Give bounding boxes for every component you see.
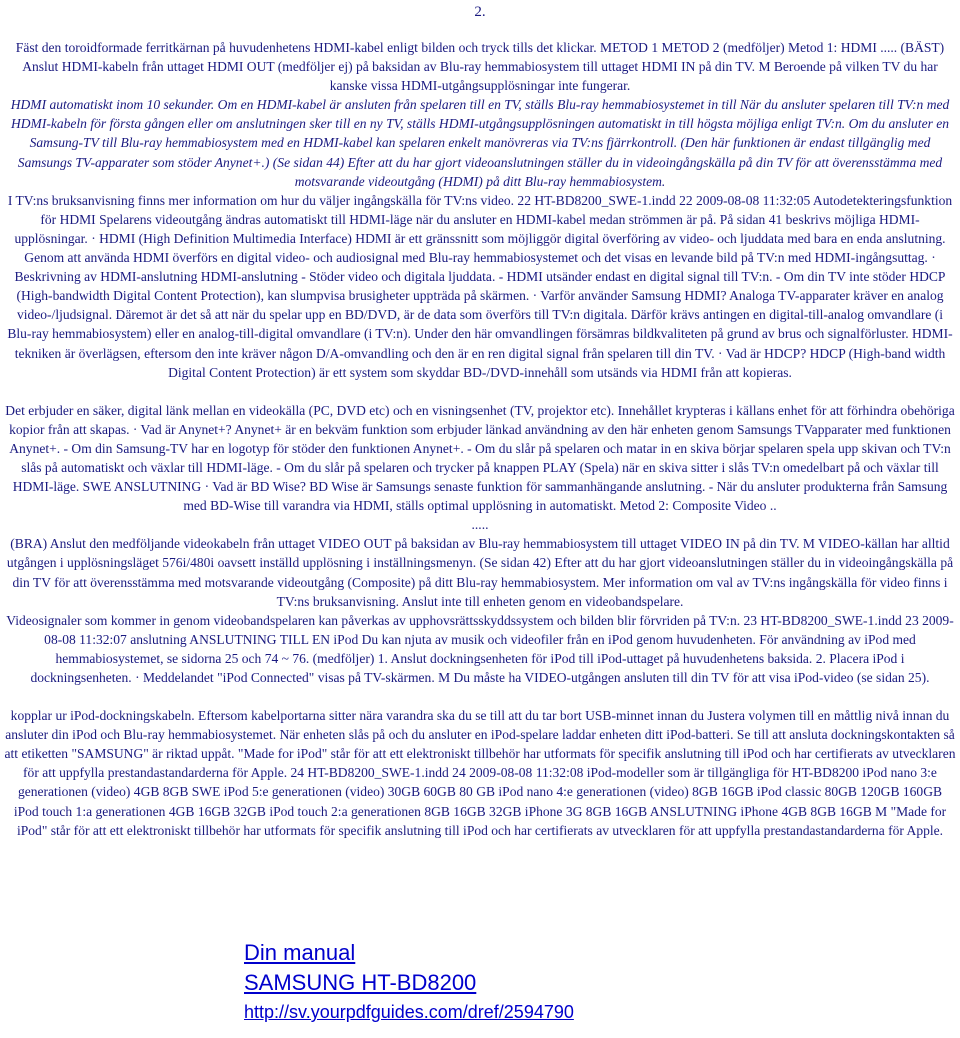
paragraph-composite: (BRA) Anslut den medföljande videokabeln från uttaget VIDEO OUT på baksidan av Blu-ray hemmabiosystem till uttaget VIDEO IN på din TV. M VIDEO-källan har alltid utgången i upplösningsläget 576i/480i oavsett inställd upplösning i inställningsmenyn. (Se sidan 42) Efter att du har gjort videoanslutningen ställer du in videoingångskälla på din TV för att överensstämma med motsvarande videoutgång (Composite) på ditt Blu-ray hemmabiosystem. Mer information om val av TV:ns ingångskälla för video finns i TV:ns bruksanvisning. Anslut inte till enheten genom en videobandspelare. bbox=[6, 536, 954, 609]
paragraph-ipod-models: kopplar ur iPod-dockningskabeln. Eftersom kabelportarna sitter nära varandra ska du se till att du tar bort USB-minnet innan du Justera volymen till en måttlig nivå innan du ansluter din iPod och Blu-ray hemmabiosystemet. När enheten slås på och du ansluter en iPod-spelare laddar enheten ditt iPod-batteri. Se till att ansluta dockningskontakten så att etiketten "SAMSUNG" är riktad uppåt. "Made for iPod" står för att ett elektroniskt tillbehör har utformats för specifik anslutning till iPod och har certifierats av utvecklaren för att uppfylla prestandastandarderna för Apple. 24 HT-BD8200_SWE-1.indd 24 2009-08-08 11:32:08 iPod-modeller som är tillgängliga för HT-BD8200 iPod nano 3:e generationen (video) 4GB 8GB SWE iPod 5:e generationen (video) 30GB 60GB 80 GB iPod nano 4:e generationen (video) 8GB 16GB iPod classic 80GB 120GB 160GB iPod touch 1:a generationen 4GB 16GB 32GB iPod touch 2:a generationen 8GB 16GB 32GB iPhone 3G 8GB 16GB ANSLUTNING iPhone 4GB 8GB 16GB M "Made for iPod" står för att ett elektroniskt tillbehör har utformats för specifik anslutning till iPod och har certifierats av utvecklaren för att uppfylla prestandastandarderna för Apple. bbox=[4, 708, 956, 838]
paragraph-dots: ..... bbox=[471, 517, 489, 533]
manual-text bbox=[4, 38, 956, 840]
footer-block bbox=[244, 938, 574, 1024]
paragraph-anynet: Det erbjuder en säker, digital länk mellan en videokälla (PC, DVD etc) och en visningsenhet (TV, projektor etc). Innehållet krypteras i källans enhet för att förhindra obehöriga kopior från att skapas. · Vad är Anynet+? Anynet+ är en bekväm funktion som erbjuder länkad användning av den här enheten genom Samsungs TVapparater med funktionen Anynet+. - Om din Samsung-TV har en logotyp för stöder den funktionen Anynet+. - Om du slår på spelaren och matar in en skiva börjar spelaren spela upp skivan och TV:n slås på automatiskt och växlar till HDMI-läge. - Om du slår på spelaren och trycker på knappen PLAY (Spela) när en skiva sitter i slås TV:n omedelbart på och växlar till HDMI-läge. SWE ANSLUTNING · Vad är BD Wise? BD Wise är Samsungs senaste funktion för sammanhängande anslutning. - När du ansluter produkterna från Samsung med BD-Wise till varandra via HDMI, ställs optimal upplösning in automatiskt. Metod 2: Composite Video .. bbox=[5, 402, 955, 514]
paragraph-hdmi-auto: HDMI automatiskt inom 10 sekunder. Om en HDMI-kabel är ansluten från spelaren till en TV, ställs Blu-ray hemmabiosystemet in till När du ansluter spelaren till TV:n med HDMI-kabeln för första gången eller om anslutningen sker till en ny TV, ställs HDMI-utgångsupplösningen automatiskt in till högsta möjliga enligt TV:n. Om du ansluter en Samsung-TV till Blu-ray hemmabiosystem med en HDMI-kabel kan spelaren enkelt manövreras via TV:ns fjärrkontroll. (Den här funktionen är endast tillgänglig med Samsungs TV-apparater som stöder Anynet+.) (Se sidan 44) Efter att du har gjort videoanslutningen ställer du in videoingångskälla på din TV för att överensstämma med motsvarande videoutgång (HDMI) på ditt Blu-ray hemmabiosystem. bbox=[10, 97, 950, 189]
paragraph-hdmi-why: Genom att använda HDMI överförs en digital video- och audiosignal med Blu-ray hemmabiosystemet och det visas en levande bild på TV:n med HDMI-ingångsuttag. · Beskrivning av HDMI-anslutning HDMI-anslutning - Stöder video och digitala ljuddata. - HDMI utsänder endast en digital signal till TV:n. - Om din TV inte stöder HDCP (High-bandwidth Digital Content Protection), kan slumpvisa brusigheter uppträda på skärmen. · Varför använder Samsung HDMI? Analoga TV-apparater kräver en analog video-/ljudsignal. Däremot är det så att när du spelar upp en BD/DVD, är de data som överförs till TV:n digitala. Därför krävs antingen en digital-till-analog omvandlare (i Blu-ray hemmabiosystem) eller en analog-till-digital omvandlare (i TV:n). Under den här omvandlingen försämras bildkvaliteten på grund av brus och signalförluster. HDMI-tekniken är överlägsen, eftersom den inte kräver någon D/A-omvandling och den är en ren digital signal från spelaren till din TV. · Vad är HDCP? HDCP (High-band width Digital Content Protection) är ett system som skyddar BD-/DVD-innehåll som utsänds via HDMI från att kopieras. bbox=[7, 250, 953, 380]
page-number: 2. bbox=[474, 4, 486, 20]
paragraph-hdmi-detect: I TV:ns bruksanvisning finns mer information om hur du väljer ingångskälla för TV:ns video. 22 HT-BD8200_SWE-1.indd 22 2009-08-08 11:32:05 Autodetekteringsfunktion för HDMI Spelarens videoutgång ändras automatiskt till HDMI-läge när du ansluter en HDMI-kabel medan strömmen är på. På sidan 41 beskrivs möjliga HDMI-upplösningar. · HDMI (High Definition Multimedia Interface) HDMI är ett gränssnitt som möjliggör digital överföring av video- och ljuddata med bara en enda anslutning. bbox=[7, 192, 953, 246]
footer-manual-link[interactable]: Din manual bbox=[244, 940, 356, 965]
paragraph-hdmi-intro: Fäst den toroidformade ferritkärnan på huvudenhetens HDMI-kabel enligt bilden och tryck tills det klickar. METOD 1 METOD 2 (medföljer) Metod 1: HDMI ..... (BÄST) Anslut HDMI-kabeln från uttaget HDMI OUT (medföljer ej) på baksidan av Blu-ray hemmabiosystem till uttaget HDMI IN på din TV. M Beroende på vilken TV du har kanske vissa HDMI-utgångsupplösningar inte fungerar. bbox=[15, 40, 945, 94]
paragraph-ipod: Videosignaler som kommer in genom videobandspelaren kan påverkas av upphovsrättsskyddssystem och bilden blir förvriden på TV:n. 23 HT-BD8200_SWE-1.indd 23 2009-08-08 11:32:07 anslutning ANSLUTNING TILL EN iPod Du kan njuta av musik och videofiler från en iPod genom huvudenheten. För användning av iPod med hemmabiosystemet, se sidorna 25 och 74 ~ 76. (medföljer) 1. Anslut dockningsenheten för iPod till iPod-uttaget på huvudenhetens baksida. 2. Placera iPod i dockningsenheten. · Meddelandet "iPod Connected" visas på TV-skärmen. M Du måste ha VIDEO-utgången ansluten till din TV för att visa iPod-video (se sidan 25). bbox=[6, 612, 954, 685]
footer-product-link[interactable]: SAMSUNG HT-BD8200 bbox=[244, 970, 477, 995]
footer-url-link[interactable]: http://sv.yourpdfguides.com/dref/2594790 bbox=[244, 1002, 574, 1022]
